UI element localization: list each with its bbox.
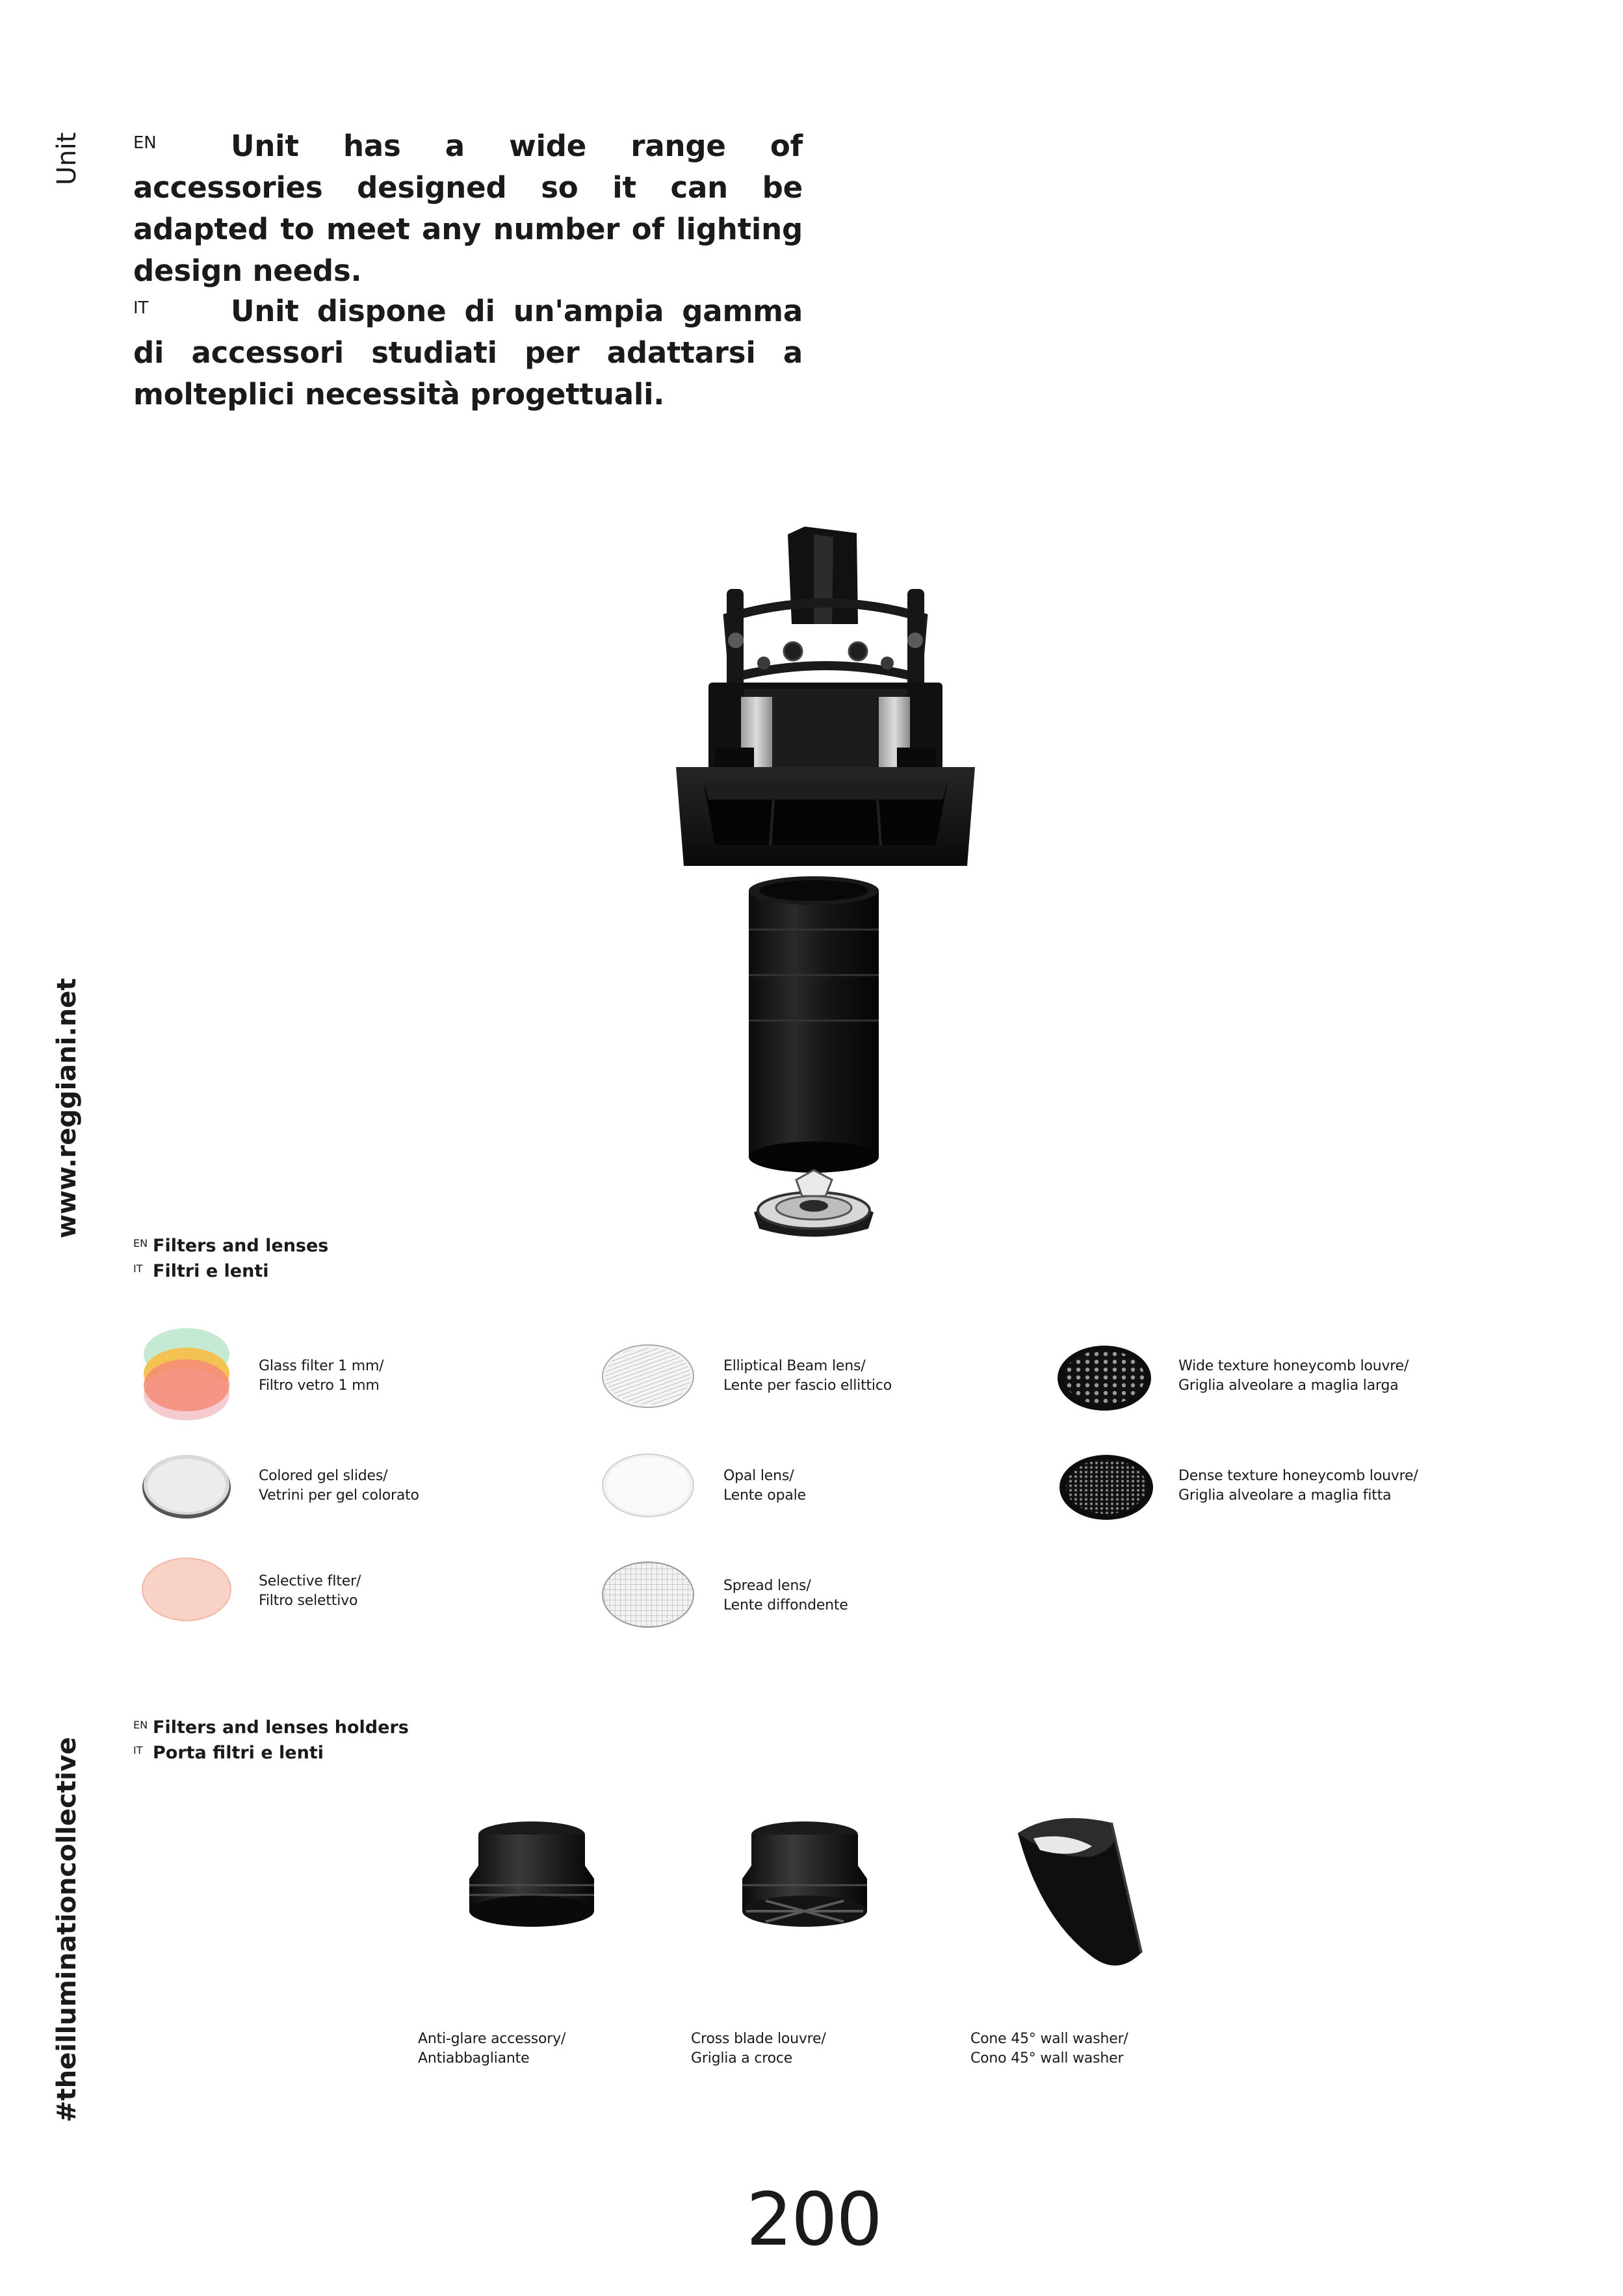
caption-en: Cone 45° wall washer/ [970,2031,1128,2047]
filters-title-it: Filtri e lenti [153,1261,269,1281]
holders-section-title [133,1714,409,1764]
caption-en: Opal lens/ [723,1468,794,1484]
caption-it: Antiabbagliante [418,2050,530,2067]
holder-caption-1 [418,2029,565,2068]
opal-lens-icon [599,1450,697,1521]
glass-filter-icon [140,1323,237,1430]
page-number: 200 [746,2178,881,2262]
dense-honeycomb-icon [1058,1452,1155,1523]
filter-caption-7 [259,1572,361,1611]
wide-honeycomb-icon [1056,1342,1153,1414]
caption-en: Cross blade louvre/ [691,2031,826,2047]
caption-en: Elliptical Beam lens/ [723,1358,866,1374]
spread-lens-icon [599,1558,697,1631]
caption-en: Glass filter 1 mm/ [259,1358,384,1374]
lang-code-it: IT [133,298,149,318]
lang-code-it: IT [133,1262,143,1275]
caption-it: Griglia alveolare a maglia larga [1178,1377,1399,1394]
cone-wall-washer-icon [1014,1814,1144,1976]
holders-title-it: Porta filtri e lenti [153,1743,324,1763]
caption-it: Lente per fascio ellittico [723,1377,892,1394]
fixture-body [708,683,942,774]
filter-caption-3 [1178,1357,1409,1396]
caption-en: Colored gel slides/ [259,1468,388,1484]
gel-slide-icon [140,1450,237,1521]
filter-caption-6 [1178,1467,1418,1506]
caption-en: Anti-glare accessory/ [418,2031,566,2047]
filter-caption-1 [259,1357,383,1396]
filters-section-title [133,1232,328,1283]
holders-title-en: Filters and lenses holders [153,1717,409,1738]
intro-en [133,122,803,292]
caption-it: Lente diffondente [723,1597,848,1613]
selective-filter-icon [140,1554,237,1625]
caption-en: Spread lens/ [723,1578,811,1594]
caption-it: Cono 45° wall washer [970,2050,1124,2067]
website-label: www.reggiani.net [52,978,82,1238]
lang-code-en: EN [133,1237,148,1249]
caption-it: Griglia alveolare a maglia fitta [1178,1487,1392,1504]
lang-code-it: IT [133,1744,143,1756]
anti-glare-icon [467,1820,597,1937]
mounting-bracket [727,527,924,693]
lang-code-en: EN [133,1719,148,1731]
filter-caption-8 [723,1576,848,1615]
cross-blade-icon [740,1820,870,1937]
intro-it [133,287,803,415]
caption-it: Filtro vetro 1 mm [259,1377,380,1394]
square-trim-frame [676,767,975,866]
caption-it: Griglia a croce [691,2050,793,2067]
filter-caption-5 [723,1467,806,1506]
intro-en-text: Unit has a wide range of accessories designed so it can be adapted to meet any number of lighting design needs. [133,129,803,288]
filter-caption-4 [259,1467,419,1506]
caption-en: Wide texture honeycomb louvre/ [1178,1358,1409,1374]
exploded-product-illustration [663,527,988,1264]
filters-title-en: Filters and lenses [153,1236,329,1256]
section-label: Unit [52,132,82,185]
cylinder-body [749,876,879,1173]
caption-it: Lente opale [723,1487,806,1504]
lang-code-en: EN [133,133,157,153]
holder-caption-2 [691,2029,826,2068]
caption-en: Dense texture honeycomb louvre/ [1178,1468,1418,1484]
hashtag-label: #theilluminationcollective [52,1737,82,2122]
caption-en: Selective fIter/ [259,1573,361,1589]
intro-it-text: Unit dispone di un'ampia gamma di accessori studiati per adattarsi a molteplici necessità progettuali. [133,294,803,411]
elliptical-lens-icon [599,1340,697,1412]
holder-caption-3 [970,2029,1128,2068]
caption-it: Vetrini per gel colorato [259,1487,419,1504]
caption-it: Filtro selettivo [259,1593,358,1609]
filter-caption-2 [723,1357,892,1396]
led-optic-module [754,1170,874,1237]
